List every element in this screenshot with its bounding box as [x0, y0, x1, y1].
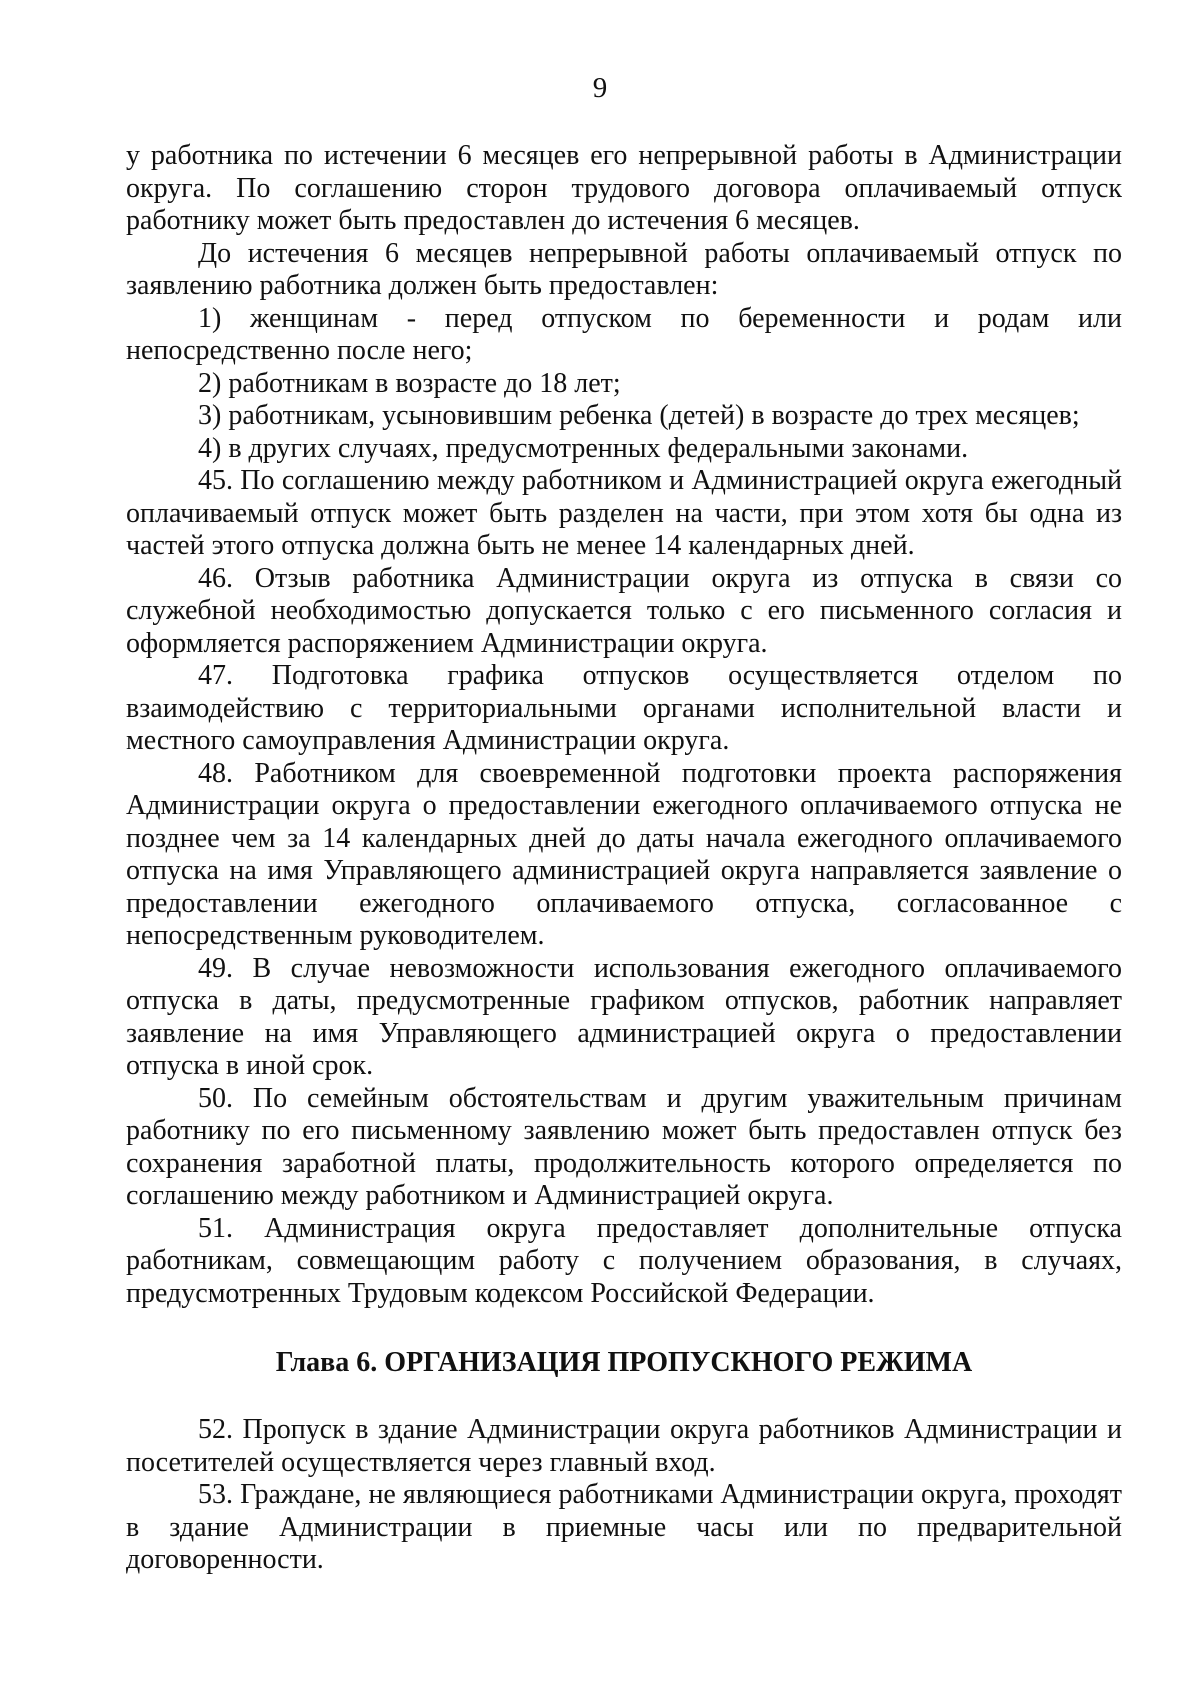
page-number: 9	[592, 72, 608, 104]
chapter-heading: Глава 6. ОРГАНИЗАЦИЯ ПРОПУСКНОГО РЕЖИМА	[275, 1347, 973, 1378]
clause-48: 48. Работником для своевременной подготовки проекта распоряжения Администрации округа о предоставлении ежегодного оплачиваемого отпуска не позднее чем за 14 календарных дней до даты начала ежегодного оплачиваемого отпуска на имя Управляющего администрацией округа направляется заявление о предоставлении ежегодного оплачиваемого отпуска, согласованное с непосредственным руководителем.	[126, 757, 1122, 951]
paragraph-continuation: у работника по истечении 6 месяцев его непрерывной работы в Администрации округа. По соглашению сторон трудового договора оплачиваемый отпуск работнику может быть предоставлен до истечения 6 месяцев.	[126, 140, 1122, 236]
clause-51: 51. Администрация округа предоставляет дополнительные отпуска работникам, совмещающим работу с получением образования, в случаях, предусмотренных Трудовым кодексом Российской Федерации.	[126, 1212, 1122, 1309]
document-body	[126, 140, 1122, 1577]
clause-45: 45. По соглашению между работником и Администрацией округа ежегодный оплачиваемый отпуск может быть разделен на части, при этом хотя бы одна из частей этого отпуска должна быть не менее 14 календарных дней.	[126, 465, 1122, 561]
list-item-3: 3) работникам, усыновившим ребенка (детей) в возрасте до трех месяцев;	[198, 400, 1080, 431]
list-item-2: 2) работникам в возрасте до 18 лет;	[198, 367, 621, 399]
clause-50: 50. По семейным обстоятельствам и другим уважительным причинам работнику по его письменному заявлению может быть предоставлен отпуск без сохранения заработной платы, продолжительность которого определяется по соглашению между работником и Администрацией округа.	[126, 1082, 1122, 1211]
clause-46: 46. Отзыв работника Администрации округа из отпуска в связи со служебной необходимостью допускается только с его письменного согласия и оформляется распоряжением Администрации округа.	[126, 562, 1122, 659]
list-item-4: 4) в других случаях, предусмотренных федеральными законами.	[198, 432, 969, 464]
paragraph-vacation-before-6-months: До истечения 6 месяцев непрерывной работы оплачиваемый отпуск по заявлению работника должен быть предоставлен:	[126, 237, 1122, 301]
clause-52: 52. Пропуск в здание Администрации округа работников Администрации и посетителей осуществляется через главный вход.	[126, 1414, 1122, 1478]
clause-49: 49. В случае невозможности использования ежегодного оплачиваемого отпуска в даты, предусмотренные графиком отпусков, работник направляет заявление на имя Управляющего администрацией округа о предоставлении отпуска в иной срок.	[126, 952, 1122, 1081]
list-item-1: 1) женщинам - перед отпуском по беременности и родам или непосредственно после него;	[126, 302, 1122, 366]
clause-53: 53. Граждане, не являющиеся работниками Администрации округа, проходят в здание Администрации в приемные часы или по предварительной договоренности.	[126, 1479, 1122, 1575]
clause-47: 47. Подготовка графика отпусков осуществляется отделом по взаимодействию с территориальными органами исполнительной власти и местного самоуправления Администрации округа.	[126, 660, 1122, 756]
